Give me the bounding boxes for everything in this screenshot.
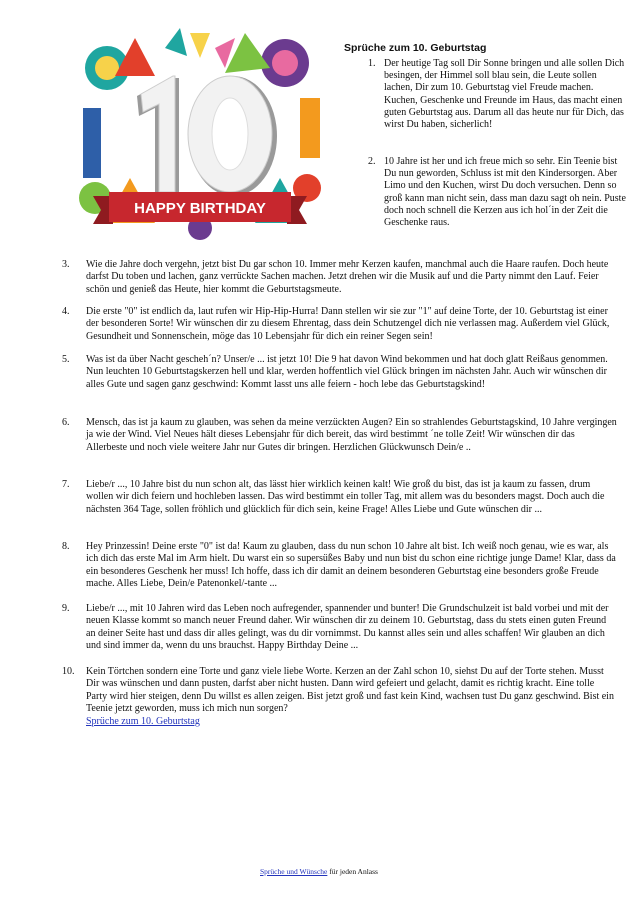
list-item-number: 5.	[62, 354, 70, 365]
list-item-number: 10.	[62, 666, 75, 677]
page-title: Sprüche zum 10. Geburtstag	[344, 42, 487, 54]
list-item	[62, 603, 617, 653]
birthday-illustration	[75, 28, 325, 243]
list-item-number: 9.	[62, 603, 70, 614]
list-item-text: Was ist da über Nacht gescheh´n? Unser/e ... ist jetzt 10! Die 9 hat davon Wind bekommen und hat doch glatt Reißaus genommen. Nun leuchten 10 Geburtstagskerzen hell und klar, werden hoffentlich viel Glück bringen im nächsten Jahr. Auch wir wünschen dir alles Gute und sagen ganz geschwind: Kommt lasst uns alle feiern - hoch lebe das Geburtstagskind!	[86, 354, 608, 390]
list-item-text: Der heutige Tag soll Dir Sonne bringen und alle sollen Dich besingen, der Himmel soll blau sein, die Leute sollen lachen, Dir zum 10. Geburtstag viel Freude machen. Kuchen, Geschenke und Freunde im Haus, das macht einen guten Geburtstag aus. Darum all das heute nur für Dich, das wirst Du haben, sicherlich!	[384, 58, 625, 131]
list-item	[62, 479, 617, 516]
list-item-number: 7.	[62, 479, 70, 490]
list-item-text: Mensch, das ist ja kaum zu glauben, was sehen da meine verzückten Augen? Ein so strahlendes Geburtstagskind, 10 Jahre vergingen ja wie der Wind. Viel Neues hält dieses Lebensjahr für dich bereit, das wird bestimmt ´ne tolle Zeit! Wir wünschen dir das Allerbeste und noch viele weitere Jahr nur Gutes dir bringen. Herzlichen Glückwunsch Dein/e ..	[86, 417, 617, 453]
footer-suffix: für jeden Anlass	[327, 867, 378, 876]
list-item	[62, 417, 617, 454]
list-item	[62, 259, 617, 296]
list-item-number: 1.	[368, 58, 376, 69]
page-footer	[0, 867, 638, 876]
list-item	[62, 354, 617, 391]
list-item	[344, 156, 626, 229]
list-item	[344, 58, 626, 131]
list-item	[62, 666, 617, 728]
list-item-text: Liebe/r ..., mit 10 Jahren wird das Leben noch aufregender, spannender und bunter! Die Grundschulzeit ist bald vorbei und mit der neuen Klasse kommt so manch neuer Freund daher. Wir wünschen dir zu deinem 10. Geburtstag, dass du stets einen guten Freund an deiner Seite hast und dass dir alles gelingt, was du dir vornimmst. Du kannst alles sein und alles schaffen! Wir glauben an dich und sind immer da, wenn du uns brauchst. Happy Birthday Deine ...	[86, 603, 609, 652]
footer-link[interactable]: Sprüche und Wünsche	[260, 867, 328, 876]
list-item	[62, 306, 617, 343]
banner-text: HAPPY BIRTHDAY	[134, 200, 266, 217]
list-item-number: 4.	[62, 306, 70, 317]
list-item-number: 8.	[62, 541, 70, 552]
list-item-number: 2.	[368, 156, 376, 167]
list-item-text: Liebe/r ..., 10 Jahre bist du nun schon alt, das lässt hier wirklich keinen kalt! Wie groß du bist, das ist ja kaum zu fassen, drum wollen wir dich feiern und hochleben lassen. Das wird bestimmt ein toller Tag, mit allem was du besonders magst. Doch auch die nächsten 364 Tage, sollen fröhlich und glücklich für dich sein, keine Frage! Alles Liebe und Gute wünschen dir ...	[86, 479, 605, 515]
list-item-text: Wie die Jahre doch vergehn, jetzt bist Du gar schon 10. Immer mehr Kerzen kaufen, manchmal auch die Haare raufen. Doch heute darfst Du toben und lachen, ganz verrückte Sachen machen. Jetzt drehen wir die Musik auf und die Party nimmt den Lauf. Feier schön und genieß das Heute, hier kommt die Geburtstagsmeute.	[86, 259, 609, 295]
list-item	[62, 541, 617, 591]
list-item-text: 10 Jahre ist her und ich freue mich so sehr. Ein Teenie bist Du nun geworden, Schluss ist mit den Kindersorgen. Aber Limo und den Kuchen, wirst Du doch versuchen. Denn so groß kann man nicht sein, dass man dazu sagt oh nein. Puste doch noch schnell die Kerzen aus ich hol´in der Zeit die Geschenke raus.	[384, 156, 626, 229]
list-item-text: Hey Prinzessin! Deine erste "0" ist da! Kaum zu glauben, dass du nun schon 10 Jahre alt bist. Ich weiß noch genau, wie es war, als ich dich das erste Mal im Arm hielt. Du warst ein so supersüßes Baby und nun bist du schon eine richtige junge Dame! Klar, dass da ein besonderes Geschenk her muss! Ich hoffe, dass ich dir damit an deinem besonderen Geburtstag eine besonders große Freude mache. Alles Liebe, Dein/e Patenonkel/-tante ...	[86, 541, 616, 590]
list-item-number: 6.	[62, 417, 70, 428]
list-item-text: Die erste "0" ist endlich da, laut rufen wir Hip-Hip-Hurra! Dann stellen wir sie zur "1" auf deine Torte, der 10. Geburtstag ist einer der besonderen Sorte! Wir wünschen dir zu diesem Ehrentag, dass dein Schutzengel dich nie verlassen mag. Außerdem viel Glück, Gesundheit und Sonnenschein, möge das 10 Lebensjahr für dich ein reiner Segen sein!	[86, 306, 610, 342]
list-item-number: 3.	[62, 259, 70, 270]
list-item-text: Kein Törtchen sondern eine Torte und ganz viele liebe Worte. Kerzen an der Zahl schon 10, siehst Du auf der Torte stehen. Musst Dir was wünschen und dann pusten, darfst aber nicht husten. Dann wird gefeiert und gelacht, damit es richtig kracht. Eine tolle Party wird hier steigen, denn Du willst es allen zeigen. Bist jetzt groß und fast kein Kind, wachsen tust Du ganz geschwind. Bist ein Teenie jetzt geworden, muss ich mich nun sorgen?	[86, 666, 614, 715]
bottom-link[interactable]: Sprüche zum 10. Geburtstag	[86, 715, 200, 727]
